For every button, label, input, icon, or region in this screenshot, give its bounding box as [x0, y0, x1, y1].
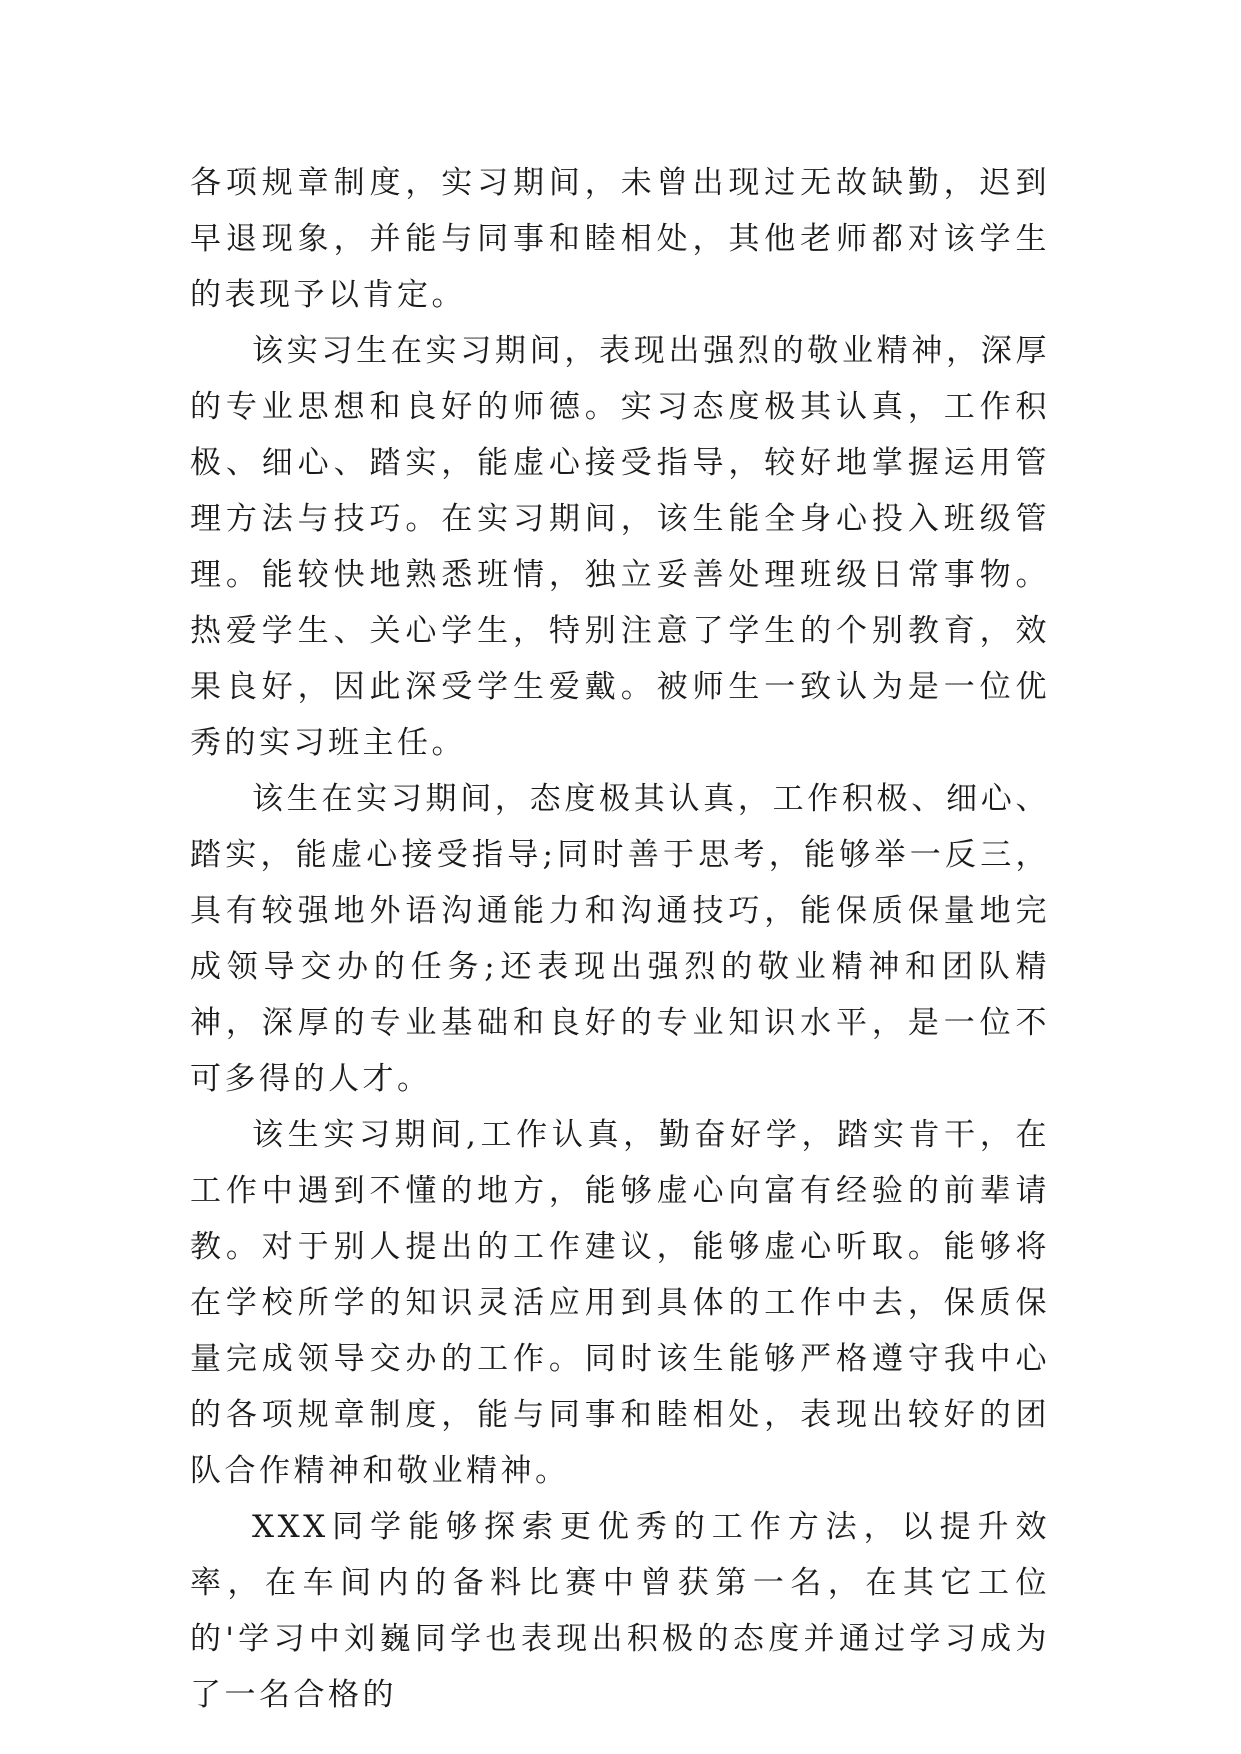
paragraph-continued: 各项规章制度，实习期间，未曾出现过无故缺勤，迟到早退现象，并能与同事和睦相处，其他老师都对该学生的表现予以肯定。 [190, 165, 1050, 313]
paragraph-4: 该生实习期间,工作认真，勤奋好学，踏实肯干，在工作中遇到不懂的地方，能够虚心向富有经验的前辈请教。对于别人提出的工作建议，能够虚心听取。能够将在学校所学的知识灵活应用到具体的工作中去，保质保量完成领导交办的工作。同时该生能够严格遵守我中心的各项规章制度，能与同事和睦相处，表现出较好的团队合作精神和敬业精神。 [190, 1117, 1050, 1489]
paragraph-3: 该生在实习期间，态度极其认真，工作积极、细心、踏实，能虚心接受指导;同时善于思考，能够举一反三，具有较强地外语沟通能力和沟通技巧，能保质保量地完成领导交办的任务;还表现出强烈的敬业精神和团队精神，深厚的专业基础和良好的专业知识水平，是一位不可多得的人才。 [190, 781, 1050, 1097]
paragraph-2: 该实习生在实习期间，表现出强烈的敬业精神，深厚的专业思想和良好的师德。实习态度极其认真，工作积极、细心、踏实，能虚心接受指导，较好地掌握运用管理方法与技巧。在实习期间，该生能全身心投入班级管理。能较快地熟悉班情，独立妥善处理班级日常事物。热爱学生、关心学生，特别注意了学生的个别教育，效果良好，因此深受学生爱戴。被师生一致认为是一位优秀的实习班主任。 [190, 333, 1050, 761]
paragraph-5: XXX同学能够探索更优秀的工作方法，以提升效率，在车间内的备料比赛中曾获第一名，在其它工位的'学习中刘巍同学也表现出积极的态度并通过学习成为了一名合格的 [190, 1509, 1050, 1713]
document-body [190, 155, 1050, 1723]
